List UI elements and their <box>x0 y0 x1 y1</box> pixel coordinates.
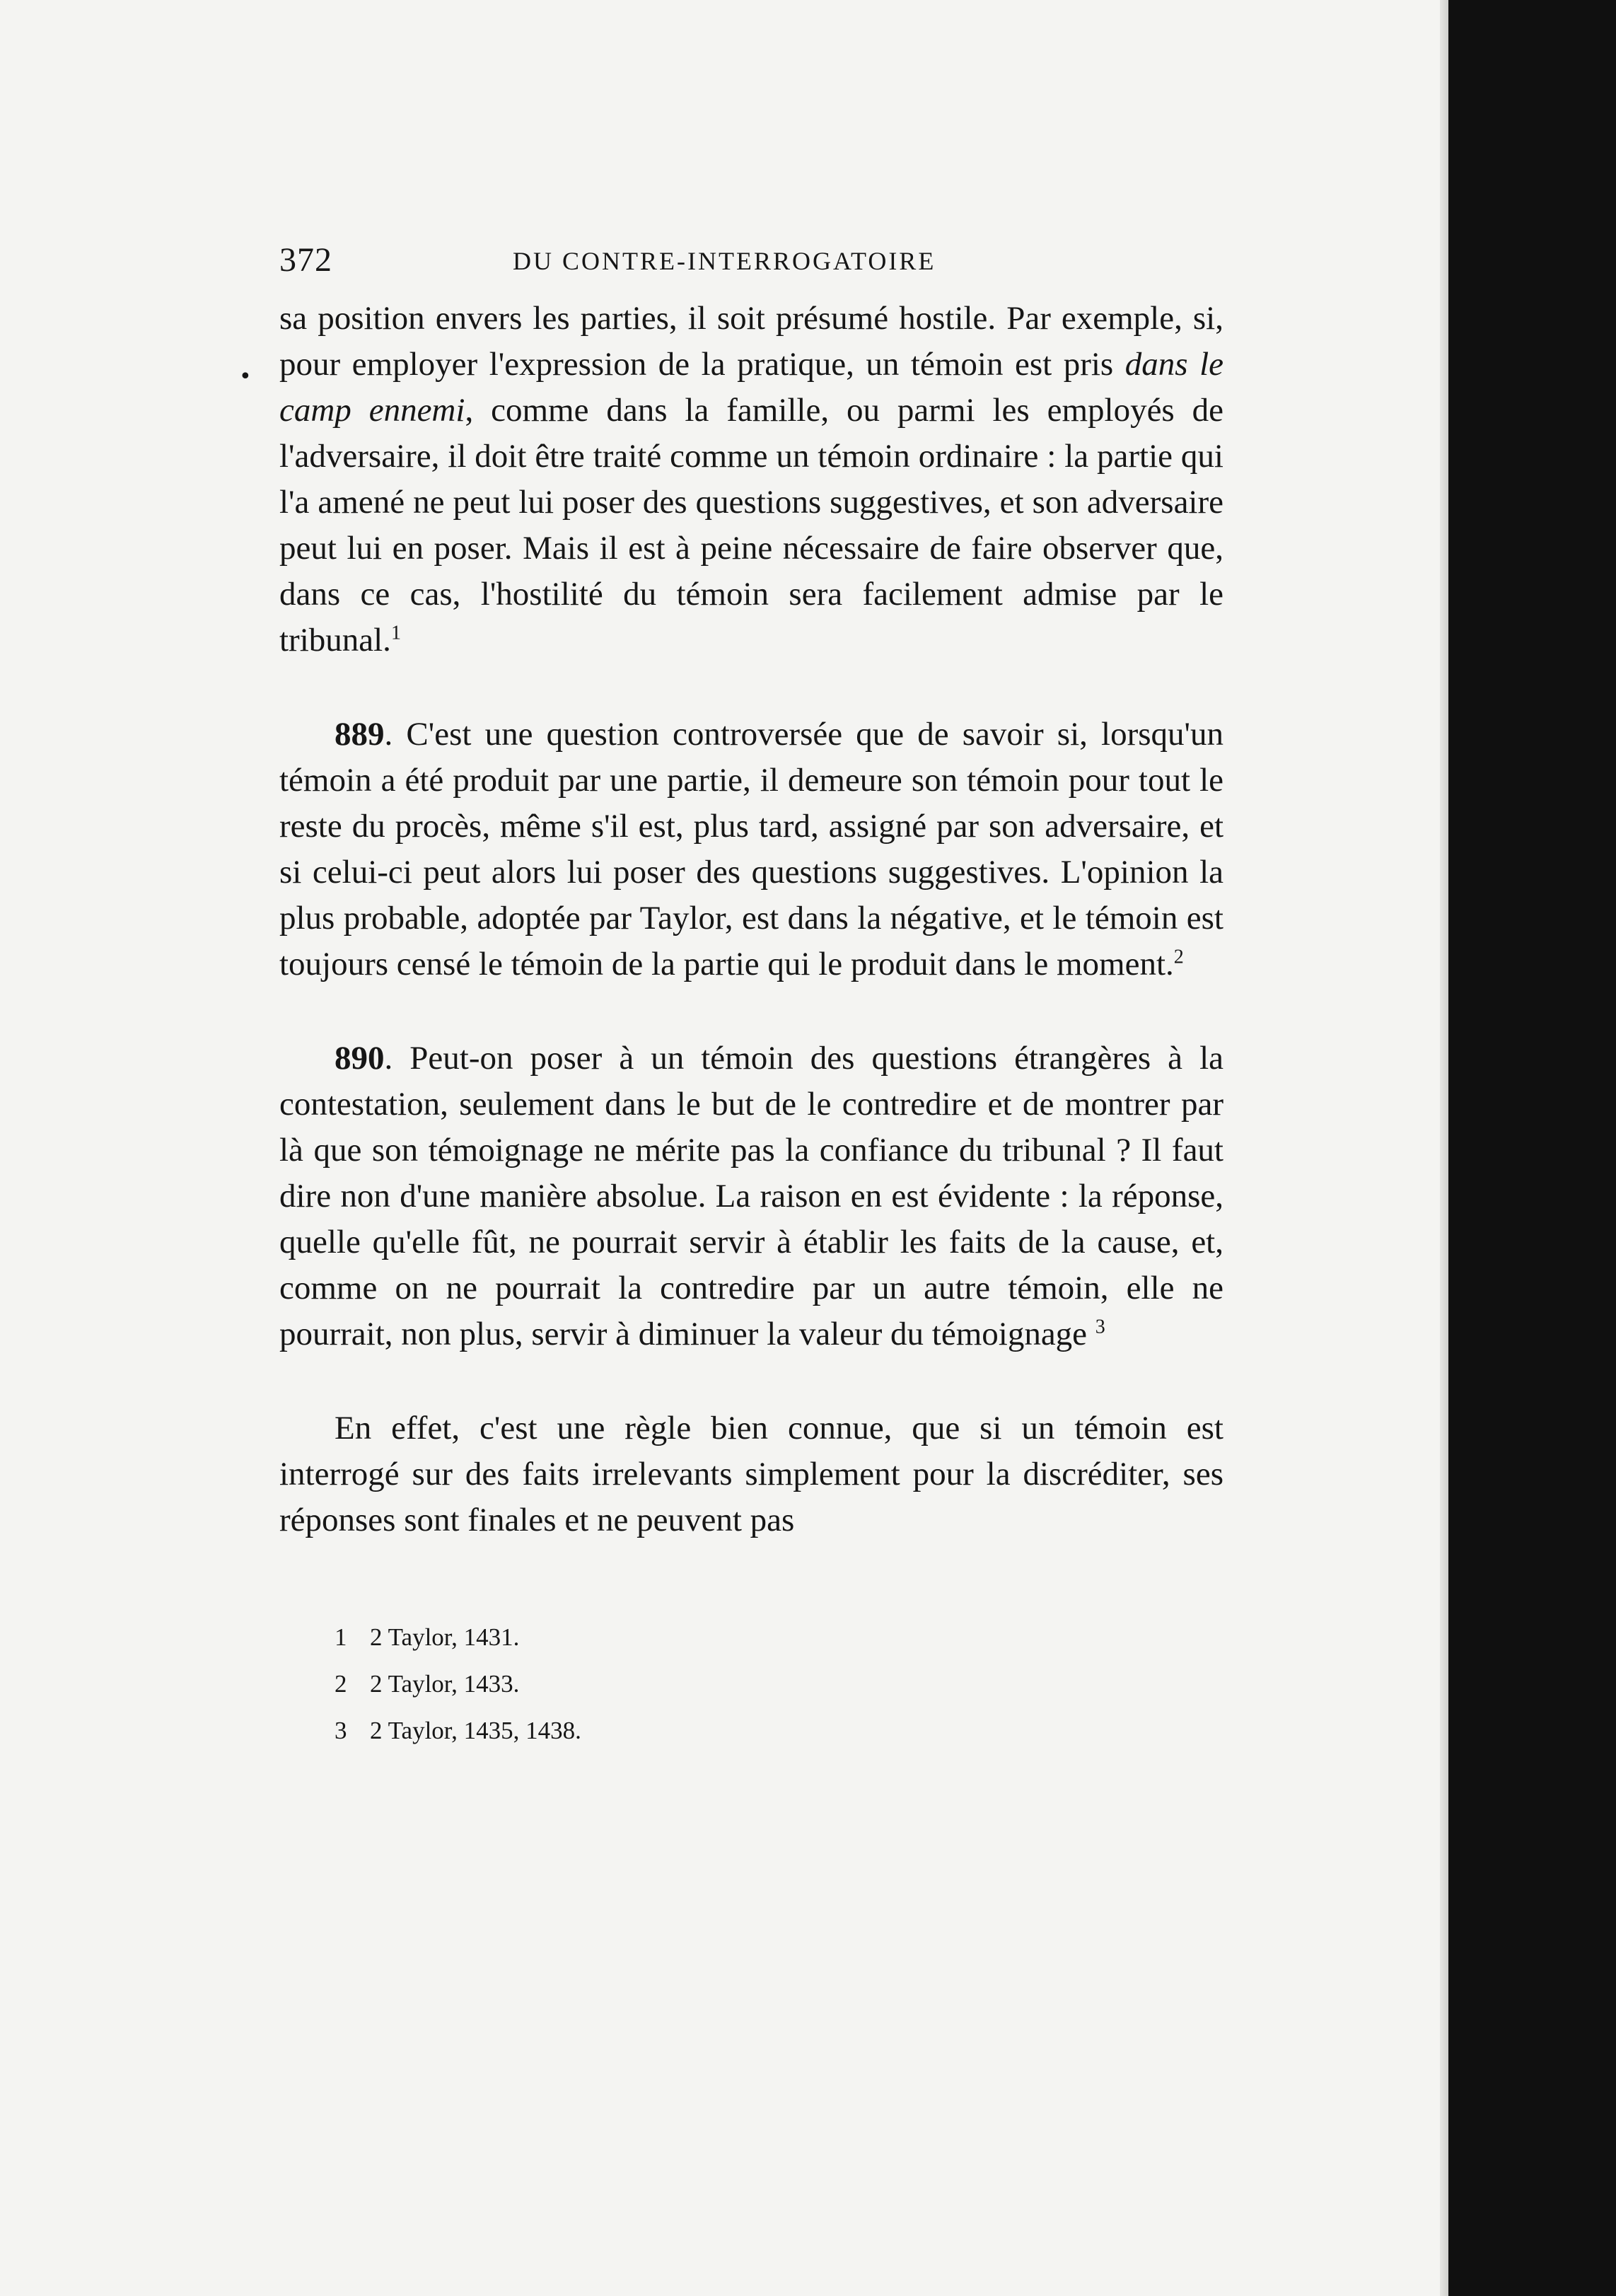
margin-mark: • <box>239 364 252 389</box>
footnote-text: 2 Taylor, 1431. <box>370 1623 520 1651</box>
footnote <box>335 1614 1223 1661</box>
header-title: DU CONTRE-INTERROGATOIRE <box>513 247 936 275</box>
footnote-ref: 2 <box>1173 946 1184 968</box>
page-number: 372 <box>279 241 332 279</box>
scan-dark-edge <box>1448 0 1616 2296</box>
book-page <box>279 240 1223 1754</box>
paragraph-continuation <box>279 296 1223 663</box>
footnote-ref: 1 <box>390 622 401 644</box>
footnote-mark: 3 <box>335 1717 347 1744</box>
footnote-ref: 3 <box>1095 1316 1105 1338</box>
paragraph-890 <box>279 1036 1223 1357</box>
footnote-text: 2 Taylor, 1433. <box>370 1670 520 1698</box>
scan-shadow <box>1440 0 1448 2296</box>
section-number: 890 <box>335 1040 385 1077</box>
section-number: 889 <box>335 716 385 753</box>
footnote <box>335 1661 1223 1707</box>
paragraph-text: . C'est une question controversée que de savoir si, lorsqu'un témoin a été produit par une partie, il demeure son témoin pour tout le reste du procès, même s'il est, plus tard, assigné par son adversaire, et si celui-ci peut alors lui poser des questions suggestives. L'opinion la plus probable, adoptée par Taylor, est dans la négative, et le témoin est toujours censé le témoin de la partie qui le produit dans le moment. <box>279 716 1223 982</box>
footnote-text: 2 Taylor, 1435, 1438. <box>370 1717 581 1744</box>
footnote-mark: 1 <box>335 1623 347 1651</box>
footnote-mark: 2 <box>335 1670 347 1698</box>
italic-phrase: dans le camp ennemi <box>279 346 1223 429</box>
paragraph-text: En effet, c'est une règle bien connue, que si un témoin est interrogé sur des faits irrelevants simplement pour la discréditer, ses réponses sont finales et ne peuvent pas <box>279 1410 1223 1538</box>
running-head <box>279 240 1223 283</box>
paragraph-text: sa position envers les parties, il soit présumé hostile. Par exemple, si, pour employer l'expression de la pratique, un témoin est pris <box>279 300 1223 383</box>
footnote <box>335 1707 1223 1754</box>
paragraph-text: . Peut-on poser à un témoin des questions étrangères à la contestation, seulement dans le but de le contredire et de montrer par là que son témoignage ne mérite pas la confiance du tribunal ? Il faut dire non d'une manière absolue. La raison en est évidente : la réponse, quelle qu'elle fût, ne pourrait servir à établir les faits de la cause, et, comme on ne pourrait la contredire par un autre témoin, elle ne pourrait, non plus, servir à diminuer la valeur du témoignage <box>279 1040 1223 1352</box>
paragraph-889 <box>279 712 1223 987</box>
paragraph-en-effet <box>279 1405 1223 1543</box>
footnotes <box>279 1614 1223 1754</box>
paragraph-text: , comme dans la famille, ou parmi les employés de l'adversaire, il doit être traité comme un témoin ordinaire : la partie qui l'a amené ne peut lui poser des questions suggestives, et son adversaire peut lui en poser. Mais il est à peine nécessaire de faire observer que, dans ce cas, l'hostilité du témoin sera facilement admise par le tribunal. <box>279 392 1223 659</box>
